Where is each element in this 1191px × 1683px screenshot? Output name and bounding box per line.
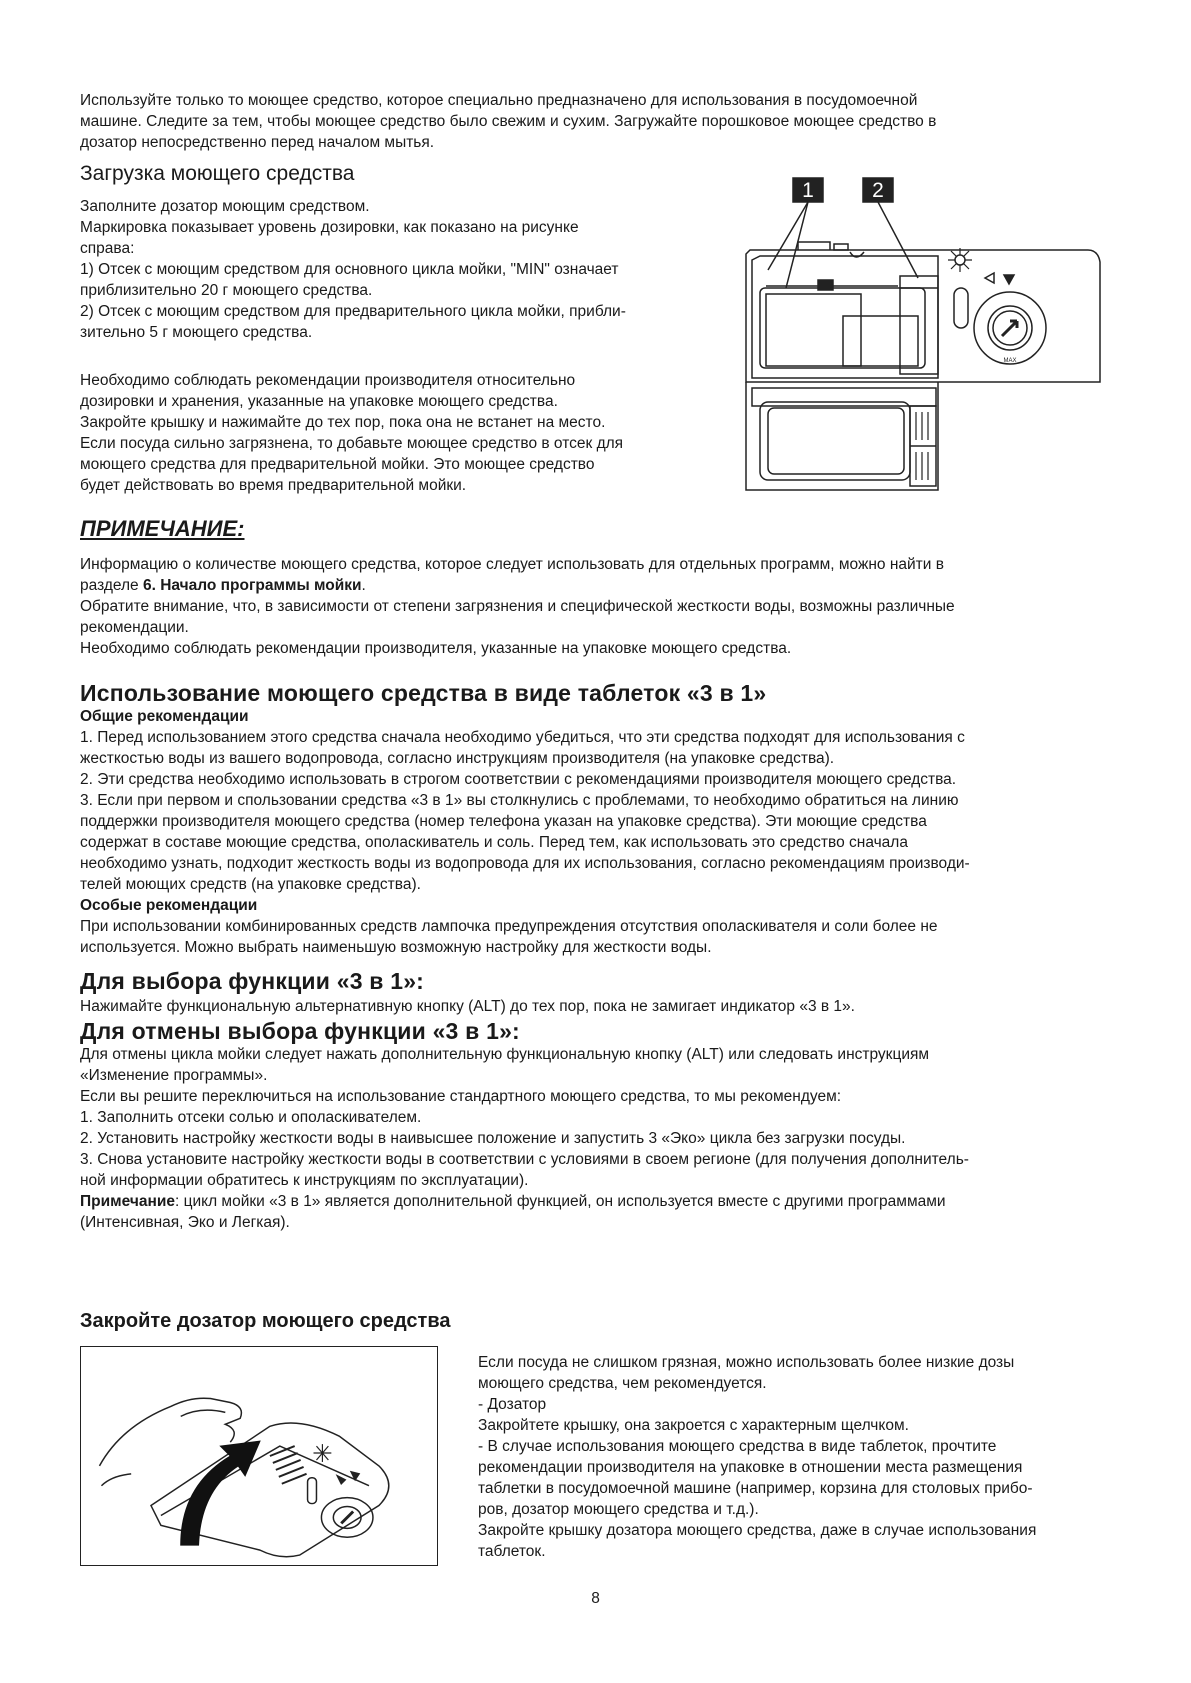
loading-line: 2) Отсек с моющим средством для предварительного цикла мойки, прибли- <box>80 303 626 320</box>
loading-heading: Загрузка моющего средства <box>80 162 355 185</box>
loading-line: Маркировка показывает уровень дозировки, как показано на рисунке <box>80 219 579 236</box>
dial-max-label: MAX <box>1003 358 1017 364</box>
section-reference: 6. Начало программы мойки <box>142 577 362 594</box>
intro-line: дозатор непосредственно перед началом мытья. <box>80 134 435 151</box>
select-text: Нажимайте функциональную альтернативную кнопку (ALT) до тех пор, пока не замигает индикатор «3 в 1». <box>80 998 855 1015</box>
label-1: 1 <box>802 179 814 202</box>
loading-line: будет действовать во время предварительной мойки. <box>80 477 467 494</box>
cancel-line: 1. Заполнить отсеки солью и ополаскивателем. <box>80 1109 422 1126</box>
general-heading: Общие рекомендации <box>80 708 249 725</box>
note-text-span: разделе <box>80 577 143 594</box>
loading-line: справа: <box>80 240 135 257</box>
loading-line: 1) Отсек с моющим средством для основного цикла мойки, "MIN" означает <box>80 261 619 278</box>
close-line: таблетки в посудомоечной машине (например, корзина для столовых прибо- <box>478 1480 1033 1497</box>
loading-line: Необходимо соблюдать рекомендации производителя относительно <box>80 372 576 389</box>
note-text-span: . <box>361 577 366 594</box>
select-heading: Для выбора функции «3 в 1»: <box>80 968 425 994</box>
cancel-text <box>80 1044 969 1233</box>
tablets-line: содержат в составе моющие средства, ополаскиватель и соль. Перед тем, как использовать это средство сначала <box>80 834 908 851</box>
loading-text-2 <box>80 370 623 496</box>
loading-line: Заполните дозатор моющим средством. <box>80 198 370 215</box>
loading-line: Закройте крышку и нажимайте до тех пор, пока она не встанет на место. <box>80 414 606 431</box>
close-text <box>478 1352 1036 1562</box>
cancel-heading: Для отмены выбора функции «3 в 1»: <box>80 1018 520 1044</box>
tablets-line: 3. Если при первом и спользовании средства «3 в 1» вы столкнулись с проблемами, то необходимо обратиться на линию <box>80 792 959 809</box>
cancel-note-line <box>80 1191 969 1212</box>
cancel-line: Если вы решите переключиться на использование стандартного моющего средства, то мы рекомендуем: <box>80 1088 842 1105</box>
cancel-line: (Интенсивная, Эко и Легкая). <box>80 1214 290 1231</box>
close-heading: Закройте дозатор моющего средства <box>80 1310 451 1332</box>
note-line: Обратите внимание, что, в зависимости от степени загрязнения и специфической жесткости воды, возможны различные <box>80 598 955 615</box>
intro-paragraph <box>80 90 936 153</box>
close-line: ров, дозатор моющего средства и т.д.). <box>478 1501 759 1518</box>
cancel-line: «Изменение программы». <box>80 1067 268 1084</box>
close-line: рекомендации производителя на упаковке в отношении места размещения <box>478 1459 1023 1476</box>
closing-dispenser-illustration <box>80 1346 438 1566</box>
tablets-line: используется. Можно выбрать наименьшую возможную настройку для жесткости воды. <box>80 939 712 956</box>
tablets-text <box>80 706 970 958</box>
loading-line: Если посуда сильно загрязнена, то добавьте моющее средство в отсек для <box>80 435 624 452</box>
intro-line: Используйте только то моющее средство, которое специально предназначено для использования в посудомоечной <box>80 92 918 109</box>
loading-line: моющего средства для предварительной мойки. Это моющее средство <box>80 456 595 473</box>
close-line: таблеток. <box>478 1543 546 1560</box>
cancel-line: ной информации обратитесь к инструкциям по эксплуатации). <box>80 1172 529 1189</box>
close-line: - Дозатор <box>478 1396 547 1413</box>
cancel-line: 2. Установить настройку жесткости воды в наивысшее положение и запустить 3 «Эко» цикла без загрузки посуды. <box>80 1130 906 1147</box>
tablets-line: телей моющих средств (на упаковке средства). <box>80 876 421 893</box>
note-line: Необходимо соблюдать рекомендации производителя, указанные на упаковке моющего средства. <box>80 640 792 657</box>
cancel-note-text: : цикл мойки «3 в 1» является дополнительной функцией, он используется вместе с другими программами <box>174 1193 946 1210</box>
note-line: Информацию о количестве моющего средства, которое следует использовать для отдельных программ, можно найти в <box>80 556 944 573</box>
special-heading: Особые рекомендации <box>80 897 258 914</box>
cancel-line: 3. Снова установите настройку жесткости воды в соответствии с условиями в своем регионе (для получения дополнитель- <box>80 1151 969 1168</box>
loading-text <box>80 196 626 343</box>
dispenser-diagram <box>738 170 1108 500</box>
tablets-line: поддержки производителя моющего средства (номер телефона указан на упаковке средства). Эти моющие средства <box>80 813 927 830</box>
tablets-line: 1. Перед использованием этого средства сначала необходимо убедиться, что эти средства подходят для использования с <box>80 729 965 746</box>
loading-line: дозировки и хранения, указанные на упаковке моющего средства. <box>80 393 558 410</box>
page-number: 8 <box>591 1590 600 1607</box>
note-line: рекомендации. <box>80 619 189 636</box>
note-heading: ПРИМЕЧАНИЕ: <box>80 516 245 541</box>
close-line: Закройтете крышку, она закроется с характерным щелчком. <box>478 1417 909 1434</box>
note-line <box>80 575 955 596</box>
tablets-line: 2. Эти средства необходимо использовать в строгом соответствии с рекомендациями производителя моющего средства. <box>80 771 957 788</box>
tablets-line: жесткостью воды из вашего водопровода, согласно инструкциям производителя (на упаковке средства). <box>80 750 835 767</box>
tablets-heading: Использование моющего средства в виде таблеток «3 в 1» <box>80 680 767 706</box>
tablets-line: необходимо узнать, подходит жесткость воды из водопровода для их использования, согласно рекомендациям производи- <box>80 855 970 872</box>
loading-line: зительно 5 г моющего средства. <box>80 324 313 341</box>
cancel-line: Для отмены цикла мойки следует нажать дополнительную функциональную кнопку (ALT) или следовать инструкциям <box>80 1046 930 1063</box>
close-line: Закройте крышку дозатора моющего средства, даже в случае использования <box>478 1522 1037 1539</box>
cancel-note-label: Примечание <box>80 1193 175 1210</box>
note-text <box>80 554 955 659</box>
label-2: 2 <box>872 179 884 202</box>
loading-line: приблизительно 20 г моющего средства. <box>80 282 373 299</box>
close-line: - В случае использования моющего средства в виде таблеток, прочтите <box>478 1438 997 1455</box>
close-line: Если посуда не слишком грязная, можно использовать более низкие дозы <box>478 1354 1015 1371</box>
tablets-line: При использовании комбинированных средств лампочка предупреждения отсутствия ополаскивателя и соли более не <box>80 918 938 935</box>
close-line: моющего средства, чем рекомендуется. <box>478 1375 767 1392</box>
intro-line: машине. Следите за тем, чтобы моющее средство было свежим и сухим. Загружайте порошковое моющее средство в <box>80 113 937 130</box>
